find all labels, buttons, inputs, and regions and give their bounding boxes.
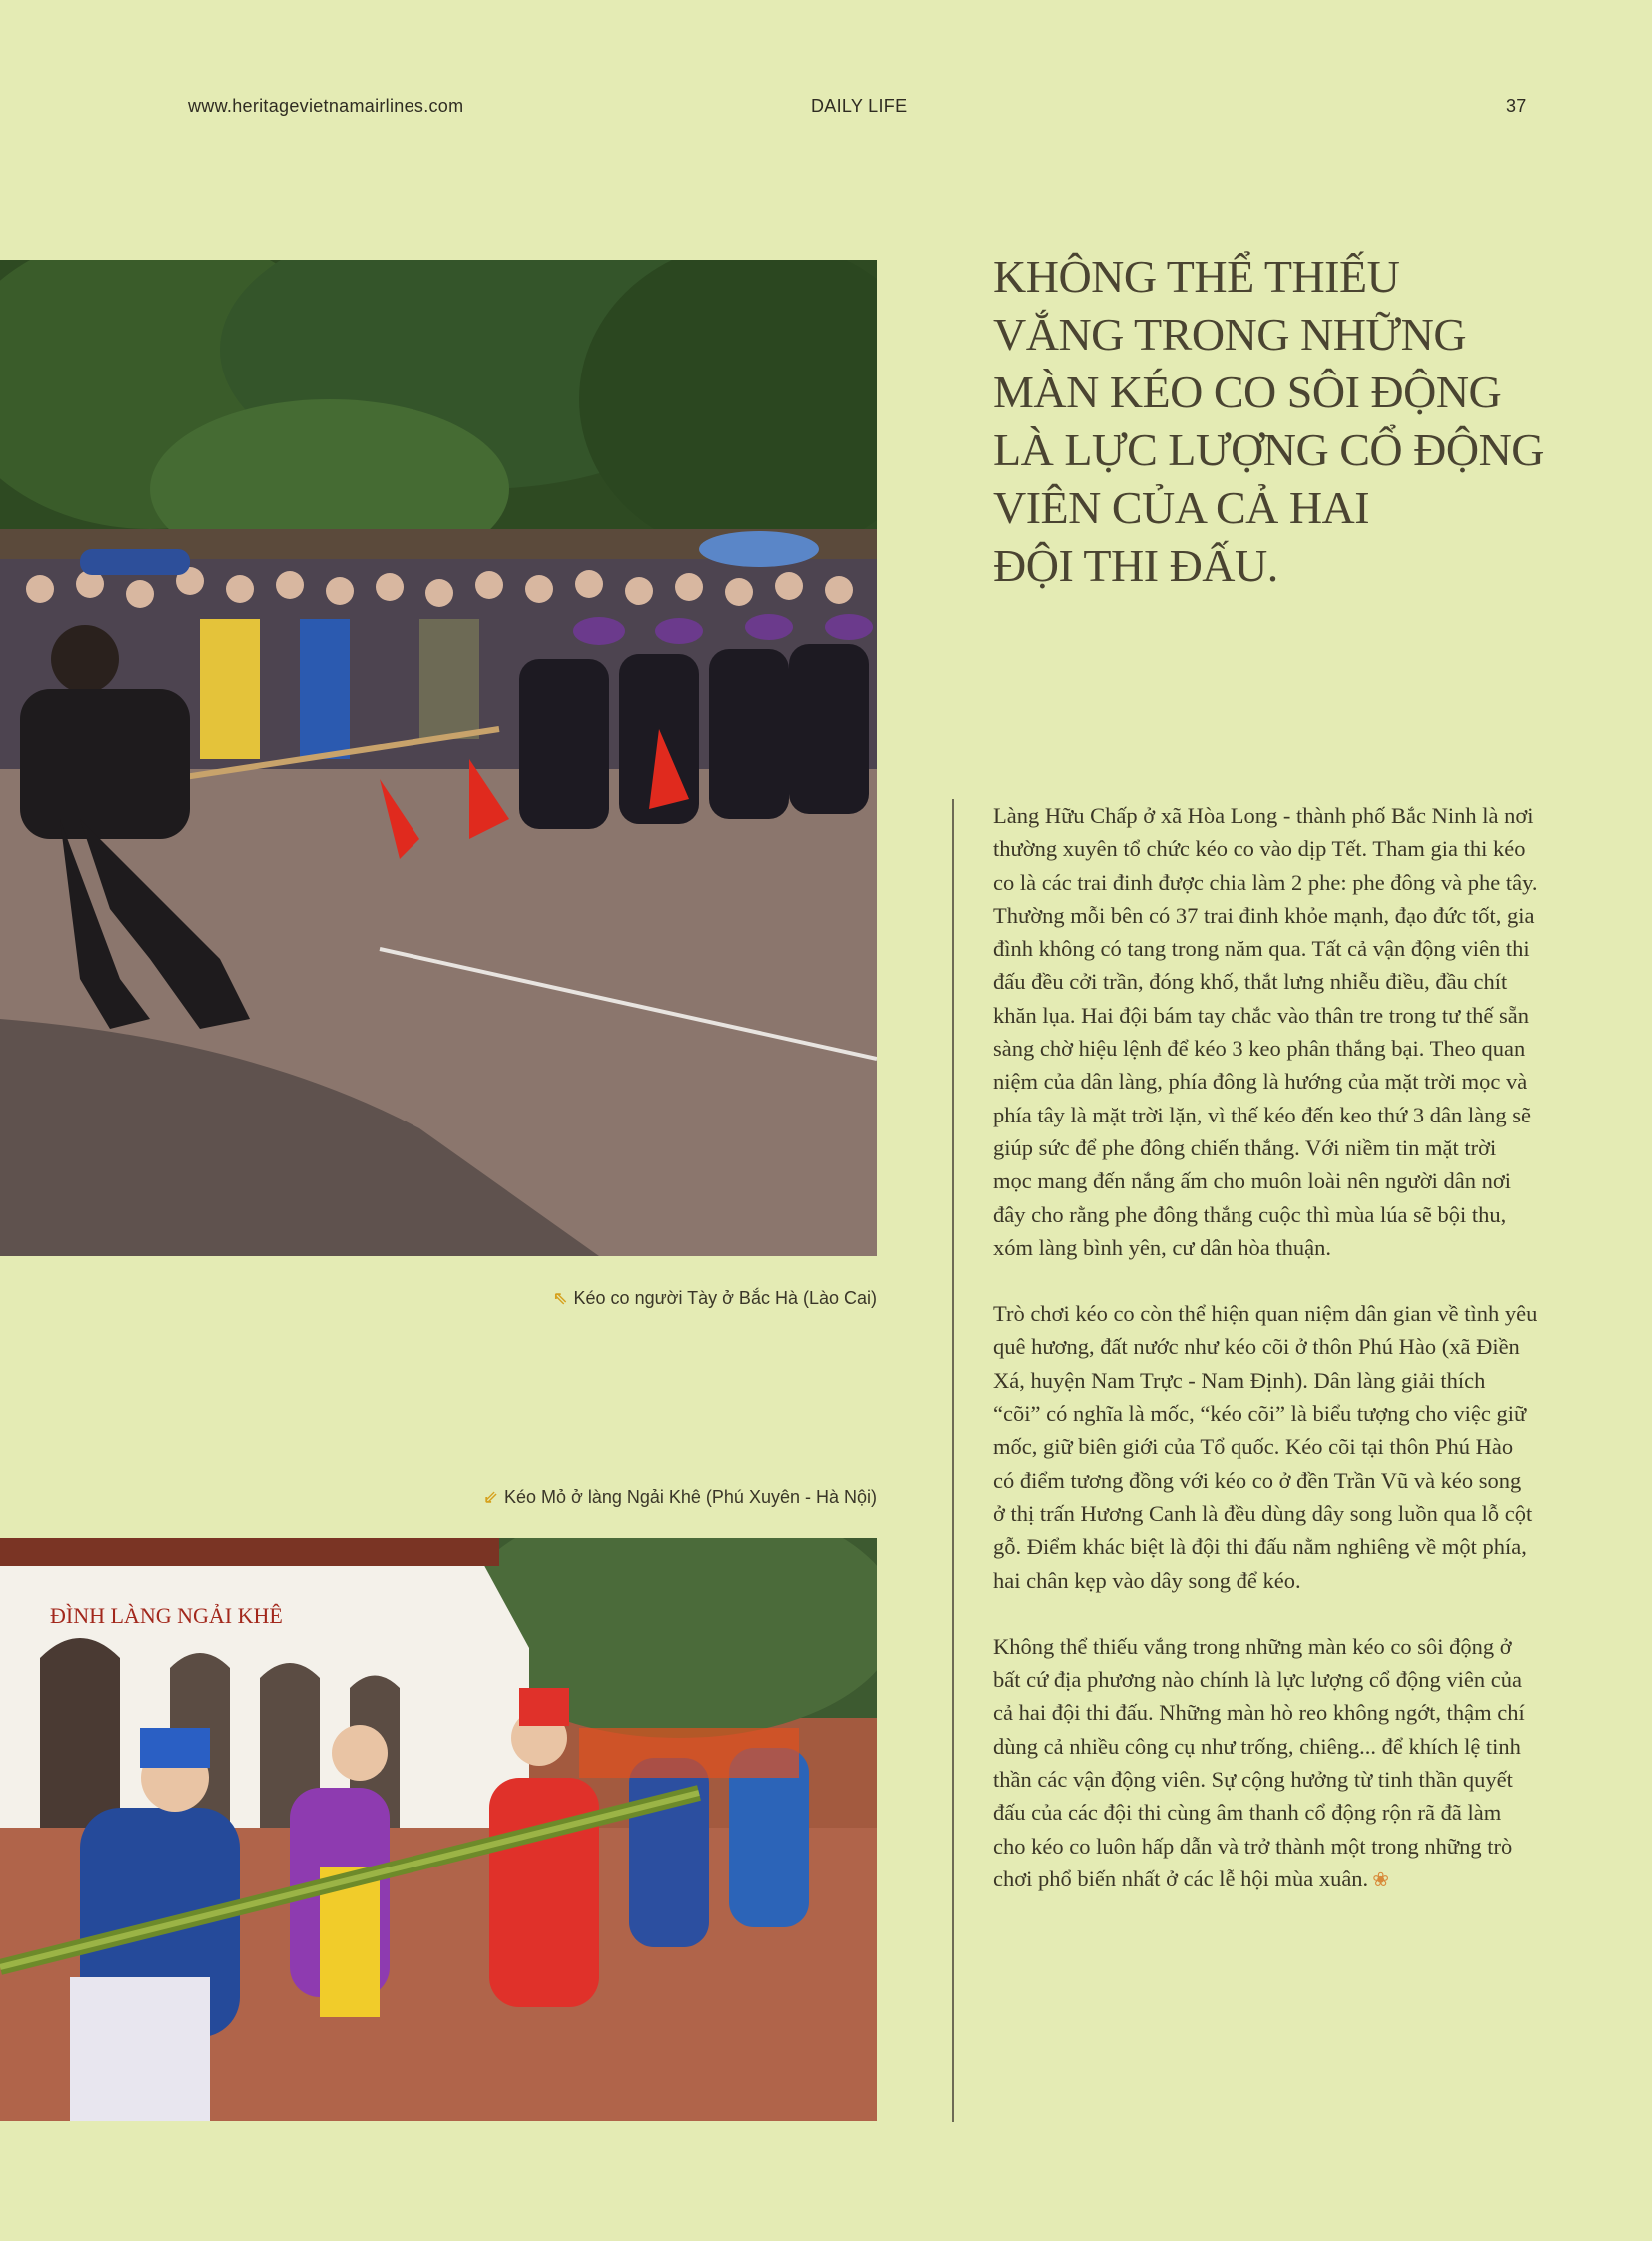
pull-quote-line: ĐỘI THI ĐẤU. xyxy=(993,540,1278,591)
body-paragraph-1: Làng Hữu Chấp ở xã Hòa Long - thành phố Bắc Ninh là nơi thường xuyên tổ chức kéo co vào dịp Tết. Tham gia thi kéo co là các trai đinh được chia làm 2 phe: phe đông và phe tây. Thường mỗi bên có 37 trai đinh khỏe mạnh, đạo đức tốt, gia đình không có tang trong năm qua. Tất cả vận động viên thi đấu đều cởi trần, đóng khố, thắt lưng nhiễu điều, đầu chít khăn lụa. Hai đội bám tay chắc vào thân tre trong tư thế sẵn sàng chờ hiệu lệnh để kéo 3 keo phân thắng bại. Theo quan niệm của dân làng, phía đông là hướng của mặt trời mọc và phía tây là mặt trời lặn, vì thế kéo đến keo thứ 3 dân làng sẽ giúp sức để phe đông chiến thắng. Với niềm tin mặt trời mọc mang đến nắng ấm cho muôn loài nên người dân nơi đây cho rằng phe đông thắng cuộc thì mùa lúa sẽ bội thu, xóm làng bình yên, cư dân hòa thuận. xyxy=(993,803,1538,1260)
site-url: www.heritagevietnamairlines.com xyxy=(188,96,464,116)
body-paragraph-3 xyxy=(993,1630,1538,1897)
page-number: 37 xyxy=(1506,96,1527,116)
temple-sign: ĐÌNH LÀNG NGẢI KHÊ xyxy=(50,1603,283,1628)
photo1-caption xyxy=(552,1288,877,1309)
photo-tay-tug-of-war xyxy=(0,260,877,1256)
pull-quote-line: VẮNG TRONG NHỮNG xyxy=(993,309,1467,360)
section-label: DAILY LIFE xyxy=(811,96,908,116)
pull-quote-line: MÀN KÉO CO SÔI ĐỘNG xyxy=(993,367,1502,417)
pull-quote-line: LÀ LỰC LƯỢNG CỔ ĐỘNG xyxy=(993,424,1545,475)
photo2-caption-text: Kéo Mỏ ở làng Ngải Khê (Phú Xuyên - Hà Nội) xyxy=(504,1487,877,1507)
pull-quote-line: VIÊN CỦA CẢ HAI xyxy=(993,482,1370,533)
lotus-end-mark-icon: ❀ xyxy=(1372,1868,1389,1891)
column-divider xyxy=(952,799,954,2122)
pull-quote xyxy=(993,248,1552,595)
body-paragraph-3-text: Không thể thiếu vắng trong những màn kéo co sôi động ở bất cứ địa phương nào chính là lực lượng cổ động viên của cả hai đội thi đấu. Những màn hò reo không ngớt, thậm chí dùng cả nhiều công cụ như trống, chiêng... để khích lệ tinh thần các vận động viên. Sự cộng hưởng từ tinh thần quyết đấu của các đội thi cùng âm thanh cổ động rộn rã đã làm cho kéo co luôn hấp dẫn và trở thành một trong những trò chơi phổ biến nhất ở các lễ hội mùa xuân. xyxy=(993,1633,1525,1891)
photo1-caption-text: Kéo co người Tày ở Bắc Hà (Lào Cai) xyxy=(573,1288,877,1308)
article-body xyxy=(993,799,1538,1930)
photo-keo-mo-ngai-khe xyxy=(0,1538,877,2121)
arrow-down-left-icon: ⇙ xyxy=(482,1487,498,1507)
arrow-up-left-icon: ⇖ xyxy=(552,1288,568,1308)
pull-quote-line: KHÔNG THỂ THIẾU xyxy=(993,251,1400,302)
body-paragraph-2: Trò chơi kéo co còn thể hiện quan niệm dân gian về tình yêu quê hương, đất nước như kéo cõi ở thôn Phú Hào (xã Điền Xá, huyện Nam Trực - Nam Định). Dân làng giải thích “cõi” có nghĩa là mốc, “kéo cõi” là biểu tượng cho việc giữ mốc, giữ biên giới của Tổ quốc. Kéo cõi tại thôn Phú Hào có điểm tương đồng với kéo co ở đền Trần Vũ và kéo song ở thị trấn Hương Canh là đều dùng dây song luồn qua lỗ cột gỗ. Điểm khác biệt là đội thi đấu nằm nghiêng về một phía, hai chân kẹp vào dây song để kéo. xyxy=(993,1301,1538,1593)
photo2-caption xyxy=(483,1487,877,1508)
